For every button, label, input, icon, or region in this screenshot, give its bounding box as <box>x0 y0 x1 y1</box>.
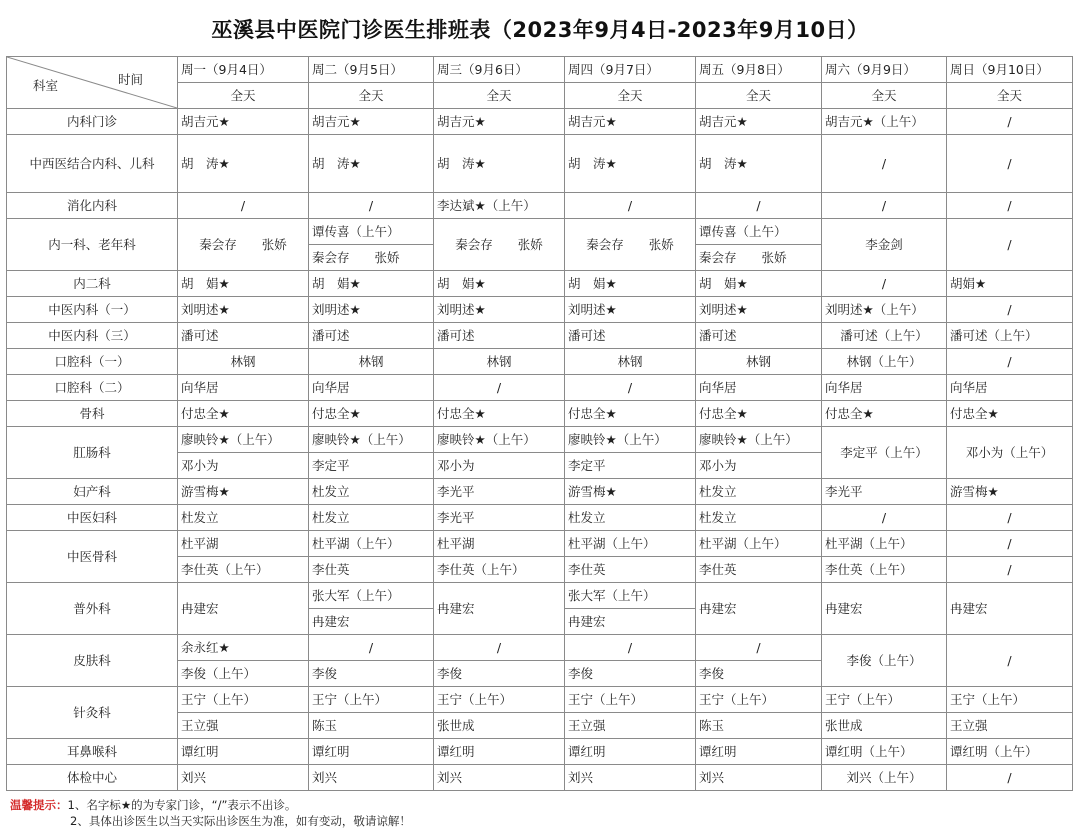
schedule-cell: 张大军（上午） <box>565 583 696 609</box>
schedule-cell: 胡吉元★ <box>565 109 696 135</box>
session-header: 全天 <box>565 83 696 109</box>
schedule-cell: 刘兴（上午） <box>822 765 947 791</box>
schedule-cell: / <box>822 271 947 297</box>
schedule-cell: 谭传喜（上午） <box>309 219 434 245</box>
schedule-cell: / <box>947 505 1073 531</box>
schedule-cell: 刘兴 <box>696 765 822 791</box>
note-text-2: 2、具体出诊医生以当天实际出诊医生为准，如有变动，敬请谅解！ <box>70 814 411 828</box>
schedule-cell: / <box>947 765 1073 791</box>
schedule-cell: 胡 娟★ <box>309 271 434 297</box>
schedule-cell: 潘可述 <box>565 323 696 349</box>
schedule-cell: / <box>947 349 1073 375</box>
schedule-cell: 李俊 <box>565 661 696 687</box>
session-header: 全天 <box>434 83 565 109</box>
schedule-cell: 刘兴 <box>309 765 434 791</box>
schedule-cell: 潘可述（上午） <box>822 323 947 349</box>
schedule-cell: 廖映铃★（上午） <box>565 427 696 453</box>
day-header: 周二（9月5日） <box>309 57 434 83</box>
schedule-cell: 游雪梅★ <box>565 479 696 505</box>
schedule-cell: 廖映铃★（上午） <box>309 427 434 453</box>
schedule-cell: 王立强 <box>565 713 696 739</box>
schedule-cell: 刘兴 <box>434 765 565 791</box>
schedule-cell: 邓小为 <box>696 453 822 479</box>
schedule-cell: 刘兴 <box>178 765 309 791</box>
schedule-cell: 林钢 <box>565 349 696 375</box>
schedule-cell: / <box>822 193 947 219</box>
schedule-cell: 王宁（上午） <box>309 687 434 713</box>
schedule-cell: 陈玉 <box>309 713 434 739</box>
schedule-cell: 潘可述 <box>434 323 565 349</box>
schedule-cell: 林钢 <box>309 349 434 375</box>
schedule-cell: 杜发立 <box>696 505 822 531</box>
department-name: 中医内科（一） <box>7 297 178 323</box>
schedule-cell: 余永红★ <box>178 635 309 661</box>
schedule-cell: 游雪梅★ <box>947 479 1073 505</box>
schedule-cell: / <box>565 375 696 401</box>
schedule-cell: 廖映铃★（上午） <box>434 427 565 453</box>
schedule-cell: 杜平湖 <box>434 531 565 557</box>
schedule-cell: 李俊 <box>434 661 565 687</box>
schedule-cell: 王宁（上午） <box>822 687 947 713</box>
schedule-cell: 李定平 <box>309 453 434 479</box>
department-name: 中医骨科 <box>7 531 178 583</box>
schedule-cell: / <box>434 635 565 661</box>
schedule-cell: / <box>947 557 1073 583</box>
schedule-cell: 向华居 <box>309 375 434 401</box>
schedule-cell: 刘明述★ <box>178 297 309 323</box>
schedule-cell: / <box>309 193 434 219</box>
schedule-cell: 李俊（上午） <box>822 635 947 687</box>
schedule-cell: 杜发立 <box>309 505 434 531</box>
schedule-cell: 杜发立 <box>696 479 822 505</box>
schedule-cell: / <box>309 635 434 661</box>
schedule-cell: 刘明述★（上午） <box>822 297 947 323</box>
page-title: 巫溪县中医院门诊医生排班表（2023年9月4日-2023年9月10日） <box>211 18 869 42</box>
schedule-cell: 王宁（上午） <box>565 687 696 713</box>
day-header: 周三（9月6日） <box>434 57 565 83</box>
schedule-cell: 潘可述 <box>309 323 434 349</box>
schedule-cell: 冉建宏 <box>434 583 565 635</box>
schedule-cell: 王立强 <box>178 713 309 739</box>
schedule-cell: 张大军（上午） <box>309 583 434 609</box>
schedule-cell: 秦会存 张娇 <box>178 219 309 271</box>
schedule-cell: 杜平湖（上午） <box>565 531 696 557</box>
day-header: 周五（9月8日） <box>696 57 822 83</box>
schedule-cell: / <box>947 297 1073 323</box>
day-header: 周一（9月4日） <box>178 57 309 83</box>
department-name: 妇产科 <box>7 479 178 505</box>
schedule-cell: 向华居 <box>178 375 309 401</box>
schedule-cell: 杜发立 <box>309 479 434 505</box>
schedule-cell: 付忠全★ <box>947 401 1073 427</box>
schedule-table <box>6 56 1073 791</box>
schedule-cell: 秦会存 张娇 <box>434 219 565 271</box>
schedule-cell: 游雪梅★ <box>178 479 309 505</box>
schedule-cell: 潘可述 <box>696 323 822 349</box>
schedule-cell: / <box>696 635 822 661</box>
schedule-cell: 李俊（上午） <box>178 661 309 687</box>
schedule-cell: / <box>178 193 309 219</box>
schedule-cell: 谭红明 <box>696 739 822 765</box>
schedule-cell: 胡吉元★ <box>178 109 309 135</box>
department-name: 中西医结合内科、儿科 <box>7 135 178 193</box>
schedule-cell: 刘兴 <box>565 765 696 791</box>
schedule-cell: 胡 娟★ <box>565 271 696 297</box>
schedule-cell: 李金剑 <box>822 219 947 271</box>
session-header: 全天 <box>178 83 309 109</box>
schedule-cell: / <box>565 193 696 219</box>
schedule-cell: 胡 涛★ <box>565 135 696 193</box>
schedule-cell: 陈玉 <box>696 713 822 739</box>
schedule-cell: 谭红明 <box>178 739 309 765</box>
schedule-cell: 邓小为（上午） <box>947 427 1073 479</box>
schedule-cell: 向华居 <box>696 375 822 401</box>
schedule-cell: 杜平湖（上午） <box>696 531 822 557</box>
schedule-cell: 林钢（上午） <box>822 349 947 375</box>
schedule-cell: / <box>947 219 1073 271</box>
header-corner <box>7 57 178 109</box>
schedule-cell: 王宁（上午） <box>947 687 1073 713</box>
schedule-cell: 王宁（上午） <box>178 687 309 713</box>
schedule-cell: 胡 涛★ <box>696 135 822 193</box>
note-line-1 <box>10 797 411 813</box>
schedule-cell: 胡 娟★ <box>696 271 822 297</box>
schedule-cell: 秦会存 张娇 <box>565 219 696 271</box>
schedule-cell: / <box>822 505 947 531</box>
schedule-cell: 胡吉元★（上午） <box>822 109 947 135</box>
department-name: 骨科 <box>7 401 178 427</box>
schedule-cell: 王宁（上午） <box>696 687 822 713</box>
department-name: 耳鼻喉科 <box>7 739 178 765</box>
notes <box>10 797 411 829</box>
department-header: 科室 <box>33 78 59 93</box>
schedule-cell: 向华居 <box>947 375 1073 401</box>
schedule-cell: / <box>947 193 1073 219</box>
department-name: 肛肠科 <box>7 427 178 479</box>
schedule-cell: 李仕英 <box>309 557 434 583</box>
schedule-cell: 胡 涛★ <box>309 135 434 193</box>
day-header: 周六（9月9日） <box>822 57 947 83</box>
schedule-cell: 张世成 <box>434 713 565 739</box>
department-name: 口腔科（一） <box>7 349 178 375</box>
schedule-cell: 张世成 <box>822 713 947 739</box>
schedule-cell: 胡 娟★ <box>178 271 309 297</box>
schedule-cell: / <box>696 193 822 219</box>
schedule-cell: 李俊 <box>309 661 434 687</box>
schedule-cell: 林钢 <box>178 349 309 375</box>
schedule-cell: 李仕英（上午） <box>822 557 947 583</box>
schedule-cell: 李仕英（上午） <box>178 557 309 583</box>
schedule-cell: 潘可述 <box>178 323 309 349</box>
session-header: 全天 <box>696 83 822 109</box>
schedule-cell: 李定平（上午） <box>822 427 947 479</box>
schedule-cell: 谭红明（上午） <box>947 739 1073 765</box>
schedule-cell: 冉建宏 <box>947 583 1073 635</box>
schedule-cell: 冉建宏 <box>822 583 947 635</box>
schedule-cell: 李光平 <box>434 505 565 531</box>
schedule-cell: 谭红明（上午） <box>822 739 947 765</box>
session-header: 全天 <box>822 83 947 109</box>
schedule-cell: / <box>947 531 1073 557</box>
schedule-cell: 潘可述（上午） <box>947 323 1073 349</box>
schedule-cell: 李定平 <box>565 453 696 479</box>
schedule-cell: 向华居 <box>822 375 947 401</box>
schedule-cell: 廖映铃★（上午） <box>696 427 822 453</box>
schedule-cell: / <box>947 135 1073 193</box>
schedule-cell: / <box>822 135 947 193</box>
schedule-cell: 李光平 <box>434 479 565 505</box>
schedule-cell: / <box>947 109 1073 135</box>
notes-label: 温馨提示： <box>10 798 68 812</box>
schedule-cell: 冉建宏 <box>309 609 434 635</box>
schedule-cell: 胡吉元★ <box>434 109 565 135</box>
schedule-cell: 刘明述★ <box>434 297 565 323</box>
schedule-cell: 胡 涛★ <box>178 135 309 193</box>
schedule-cell: / <box>565 635 696 661</box>
schedule-cell: 付忠全★ <box>178 401 309 427</box>
schedule-cell: 谭传喜（上午） <box>696 219 822 245</box>
department-name: 皮肤科 <box>7 635 178 687</box>
schedule-cell: / <box>947 635 1073 687</box>
schedule-cell: 冉建宏 <box>565 609 696 635</box>
department-name: 普外科 <box>7 583 178 635</box>
schedule-cell: 王立强 <box>947 713 1073 739</box>
schedule-cell: 刘明述★ <box>565 297 696 323</box>
schedule-cell: 胡吉元★ <box>696 109 822 135</box>
schedule-cell: 邓小为 <box>434 453 565 479</box>
day-header: 周日（9月10日） <box>947 57 1073 83</box>
schedule-cell: 付忠全★ <box>565 401 696 427</box>
department-name: 体检中心 <box>7 765 178 791</box>
schedule-cell: 李仕英（上午） <box>434 557 565 583</box>
schedule-cell: 付忠全★ <box>822 401 947 427</box>
department-name: 内科门诊 <box>7 109 178 135</box>
schedule-cell: 王宁（上午） <box>434 687 565 713</box>
schedule-cell: 林钢 <box>434 349 565 375</box>
schedule-cell: 秦会存 张娇 <box>696 245 822 271</box>
schedule-cell: 付忠全★ <box>696 401 822 427</box>
department-name: 中医妇科 <box>7 505 178 531</box>
schedule-cell: 杜发立 <box>565 505 696 531</box>
schedule-cell: 秦会存 张娇 <box>309 245 434 271</box>
schedule-cell: 谭红明 <box>309 739 434 765</box>
schedule-cell: 胡 娟★ <box>434 271 565 297</box>
schedule-cell: 廖映铃★（上午） <box>178 427 309 453</box>
schedule-cell: 胡吉元★ <box>309 109 434 135</box>
schedule-cell: 李俊 <box>696 661 822 687</box>
schedule-cell: 杜平湖 <box>178 531 309 557</box>
department-name: 内一科、老年科 <box>7 219 178 271</box>
schedule-cell: 杜发立 <box>178 505 309 531</box>
schedule-cell: 杜平湖（上午） <box>822 531 947 557</box>
department-name: 针灸科 <box>7 687 178 739</box>
schedule-cell: 付忠全★ <box>434 401 565 427</box>
time-header: 时间 <box>117 72 143 87</box>
department-name: 内二科 <box>7 271 178 297</box>
note-text-1: 1、名字标★的为专家门诊，“/”表示不出诊。 <box>67 798 297 812</box>
session-header: 全天 <box>309 83 434 109</box>
schedule-cell: 谭红明 <box>565 739 696 765</box>
schedule-cell: / <box>434 375 565 401</box>
schedule-cell: 李达斌★（上午） <box>434 193 565 219</box>
schedule-cell: 胡 涛★ <box>434 135 565 193</box>
schedule-cell: 邓小为 <box>178 453 309 479</box>
schedule-cell: 谭红明 <box>434 739 565 765</box>
department-name: 中医内科（三） <box>7 323 178 349</box>
schedule-cell: 付忠全★ <box>309 401 434 427</box>
schedule-cell: 李仕英 <box>565 557 696 583</box>
schedule-cell: 胡娟★ <box>947 271 1073 297</box>
schedule-cell: 李仕英 <box>696 557 822 583</box>
schedule-cell: 林钢 <box>696 349 822 375</box>
schedule-cell: 杜平湖（上午） <box>309 531 434 557</box>
session-header: 全天 <box>947 83 1073 109</box>
schedule-cell: 刘明述★ <box>309 297 434 323</box>
schedule-cell: 刘明述★ <box>696 297 822 323</box>
department-name: 口腔科（二） <box>7 375 178 401</box>
department-name: 消化内科 <box>7 193 178 219</box>
schedule-cell: 冉建宏 <box>696 583 822 635</box>
schedule-cell: 李光平 <box>822 479 947 505</box>
schedule-cell: 冉建宏 <box>178 583 309 635</box>
day-header: 周四（9月7日） <box>565 57 696 83</box>
